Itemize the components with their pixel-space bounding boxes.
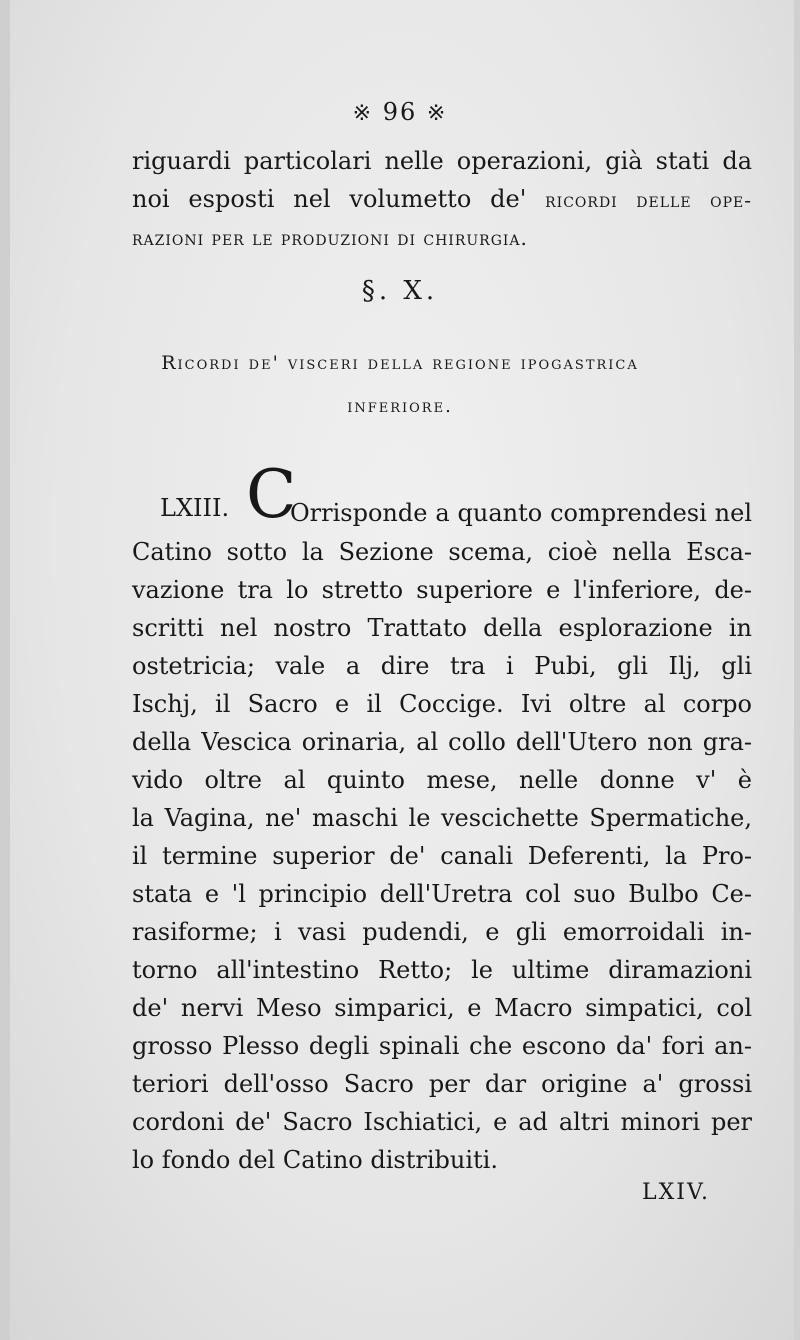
text-line: Ischj, il Sacro e il Coccige. Ivi oltre al corpo bbox=[132, 690, 752, 718]
text-line: grosso Plesso degli spinali che escono da' fori an- bbox=[132, 1032, 752, 1060]
text-line: riguardi particolari nelle operazioni, già stati da bbox=[132, 147, 752, 175]
text-line: ostetricia; vale a dire tra i Pubi, gli Ilj, gli bbox=[132, 652, 752, 680]
text-line: cordoni de' Sacro Ischiatici, e ad altri minori per bbox=[132, 1108, 752, 1136]
section-title-line-2: inferiore. bbox=[347, 396, 453, 417]
text-line: noi esposti nel volumetto de' ricordi delle ope- bbox=[132, 185, 752, 213]
text-line: vido oltre al quinto mese, nelle donne v' è bbox=[132, 766, 752, 794]
page-left-edge bbox=[0, 0, 10, 1340]
text-line: il termine superior de' canali Deferenti, la Pro- bbox=[132, 842, 752, 870]
text-line: Catino sotto la Sezione scema, cioè nella Esca- bbox=[132, 538, 752, 566]
ornament-left-icon: ※ bbox=[352, 101, 374, 126]
page-header bbox=[0, 98, 800, 126]
paragraph-number: LXIII. bbox=[160, 494, 230, 522]
paragraph-first-line: Orrisponde a quanto comprendesi nel bbox=[290, 499, 752, 527]
text-line: de' nervi Meso simparici, e Macro simpatici, col bbox=[132, 994, 752, 1022]
body-text-block bbox=[132, 533, 752, 1179]
text-line-last: lo fondo del Catino distribuiti. bbox=[132, 1146, 498, 1174]
text-line: razioni per le produzioni di chirurgia. bbox=[132, 226, 528, 250]
ornament-right-icon: ※ bbox=[426, 101, 448, 126]
text-line: la Vagina, ne' maschi le vescichette Spermatiche, bbox=[132, 804, 752, 832]
section-mark: §. X. bbox=[361, 276, 439, 306]
text-line: della Vescica orinaria, al collo dell'Utero non gra- bbox=[132, 728, 752, 756]
top-text-block bbox=[132, 142, 752, 256]
paragraph-opening bbox=[160, 456, 752, 536]
text-line: torno all'intestino Retto; le ultime diramazioni bbox=[132, 956, 752, 984]
text-line: teriori dell'osso Sacro per dar origine a' grossi bbox=[132, 1070, 752, 1098]
page-number: 96 bbox=[382, 98, 418, 126]
page-right-edge bbox=[794, 0, 800, 1340]
text-line: rasiforme; i vasi pudendi, e gli emorroidali in- bbox=[132, 918, 752, 946]
text-line: vazione tra lo stretto superiore e l'inferiore, de- bbox=[132, 576, 752, 604]
drop-capital: C bbox=[246, 456, 297, 533]
catchword: LXIV. bbox=[642, 1180, 710, 1205]
text-line: stata e 'l principio dell'Uretra col suo Bulbo Ce- bbox=[132, 880, 752, 908]
text-line: scritti nel nostro Trattato della esplorazione in bbox=[132, 614, 752, 642]
section-title-line-1: Ricordi de' visceri della regione ipogastrica bbox=[161, 352, 639, 374]
